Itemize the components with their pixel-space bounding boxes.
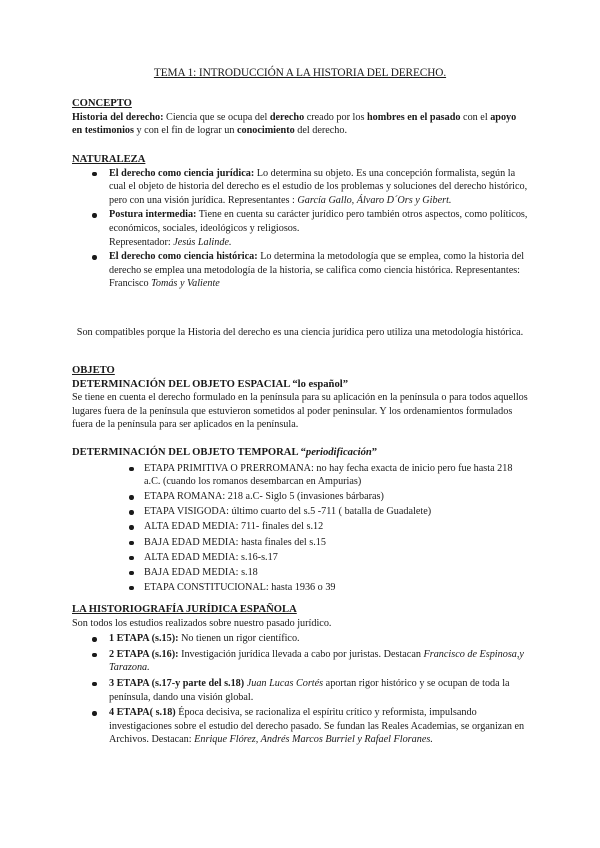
naturaleza-list [72,167,528,291]
page-title: TEMA 1: INTRODUCCIÓN A LA HISTORIA DEL DERECHO. [153,67,447,79]
list-item: BAJA EDAD MEDIA: hasta finales del s.15 [72,536,528,550]
list-item: Postura intermedia: Tiene en cuenta su carácter jurídico pero también otros aspectos, como políticos, económicos, sociales, ideológicos y religiosos. Representador: Jesús Lalinde. [72,208,528,249]
list-item: ETAPA PRIMITIVA O PRERROMANA: no hay fecha exacta de inicio pero fue hasta 218 a.C. (cuando los romanos desembarcan en Ampurias) [72,462,528,489]
historiografia-heading: LA HISTORIOGRAFÍA JURÍDICA ESPAÑOLA [72,604,297,615]
list-item: ETAPA CONSTITUCIONAL: hasta 1936 o 39 [72,581,528,595]
naturaleza-heading: NATURALEZA [72,154,146,165]
objeto-temporal-section [72,446,528,594]
objeto-heading: OBJETO [72,365,115,376]
list-item: El derecho como ciencia histórica: Lo determina la metodología que se emplea, como la historia del derecho se emplea una metodología de la historia, se califica como ciencia histórica. Representantes: Francisco Tomás y Valiente [72,250,528,291]
list-item: 3 ETAPA (s.17-y parte del s.18) Juan Lucas Cortés aportan rigor histórico y se ocupan de toda la península, dando una visión global. [72,677,528,704]
historiografia-list [72,632,528,747]
objeto-section [72,364,528,432]
objeto-espacial-text: Se tiene en cuenta el derecho formulado en la península para su aplicación en la península o para todos aquellos lugares fuera de la península que estuvieron sometidos al poder peninsular. Y los ordenamientos formulados fuera de la península para ser aplicados en la península. [72,392,528,431]
objeto-temporal-heading: DETERMINACIÓN DEL OBJETO TEMPORAL “periodificación” [72,447,378,458]
list-item: 4 ETAPA( s.18) Época decisiva, se racionaliza el espíritu crítico y reformista, impulsando investigaciones sobre el estudio del derecho pasado. Se fundan las Reales Academias, se organizan en Archivos. Destacan: Enrique Flórez, Andrés Marcos Burriel y Rafael Floranes. [72,706,528,747]
list-item: ALTA EDAD MEDIA: s.16-s.17 [72,551,528,565]
stages-list [72,462,528,595]
list-item: El derecho como ciencia jurídica: Lo determina su objeto. Es una concepción formalista, según la cual el objeto de historia del derecho es el estudio de los problemas y soluciones del derecho histórico, pero con una visión jurídica. Representantes : García Gallo, Álvaro D´Ors y Gibert. [72,167,528,208]
historiografia-intro: Son todos los estudios realizados sobre nuestro pasado jurídico. [72,617,332,629]
concepto-text: Historia del derecho: Ciencia que se ocupa del derecho creado por los hombres en el pasado con el apoyo en testimonios y con el fin de lograr un conocimiento del derecho. [72,111,517,137]
concepto-heading: CONCEPTO [72,98,132,109]
naturaleza-section [72,153,528,291]
list-item: 1 ETAPA (s.15): No tienen un rigor científico. [72,632,528,646]
list-item: ETAPA VISIGODA: último cuarto del s.5 -711 ( batalla de Guadalete) [72,505,528,519]
historiografia-section [72,603,528,747]
list-item: ALTA EDAD MEDIA: 711- finales del s.12 [72,520,528,534]
objeto-espacial-heading: DETERMINACIÓN DEL OBJETO ESPACIAL “lo español” [72,378,348,390]
naturaleza-note: Son compatibles porque la Historia del derecho es una ciencia jurídica pero utiliza una metodología histórica. [76,327,524,338]
list-item: 2 ETAPA (s.16): Investigación jurídica llevada a cabo por juristas. Destacan Francisco de Espinosa,y Tarazona. [72,648,528,675]
list-item: BAJA EDAD MEDIA: s.18 [72,566,528,580]
concepto-section [72,97,528,138]
list-item: ETAPA ROMANA: 218 a.C- Siglo 5 (invasiones bárbaras) [72,490,528,504]
concepto-term: Historia del derecho: [72,111,164,123]
